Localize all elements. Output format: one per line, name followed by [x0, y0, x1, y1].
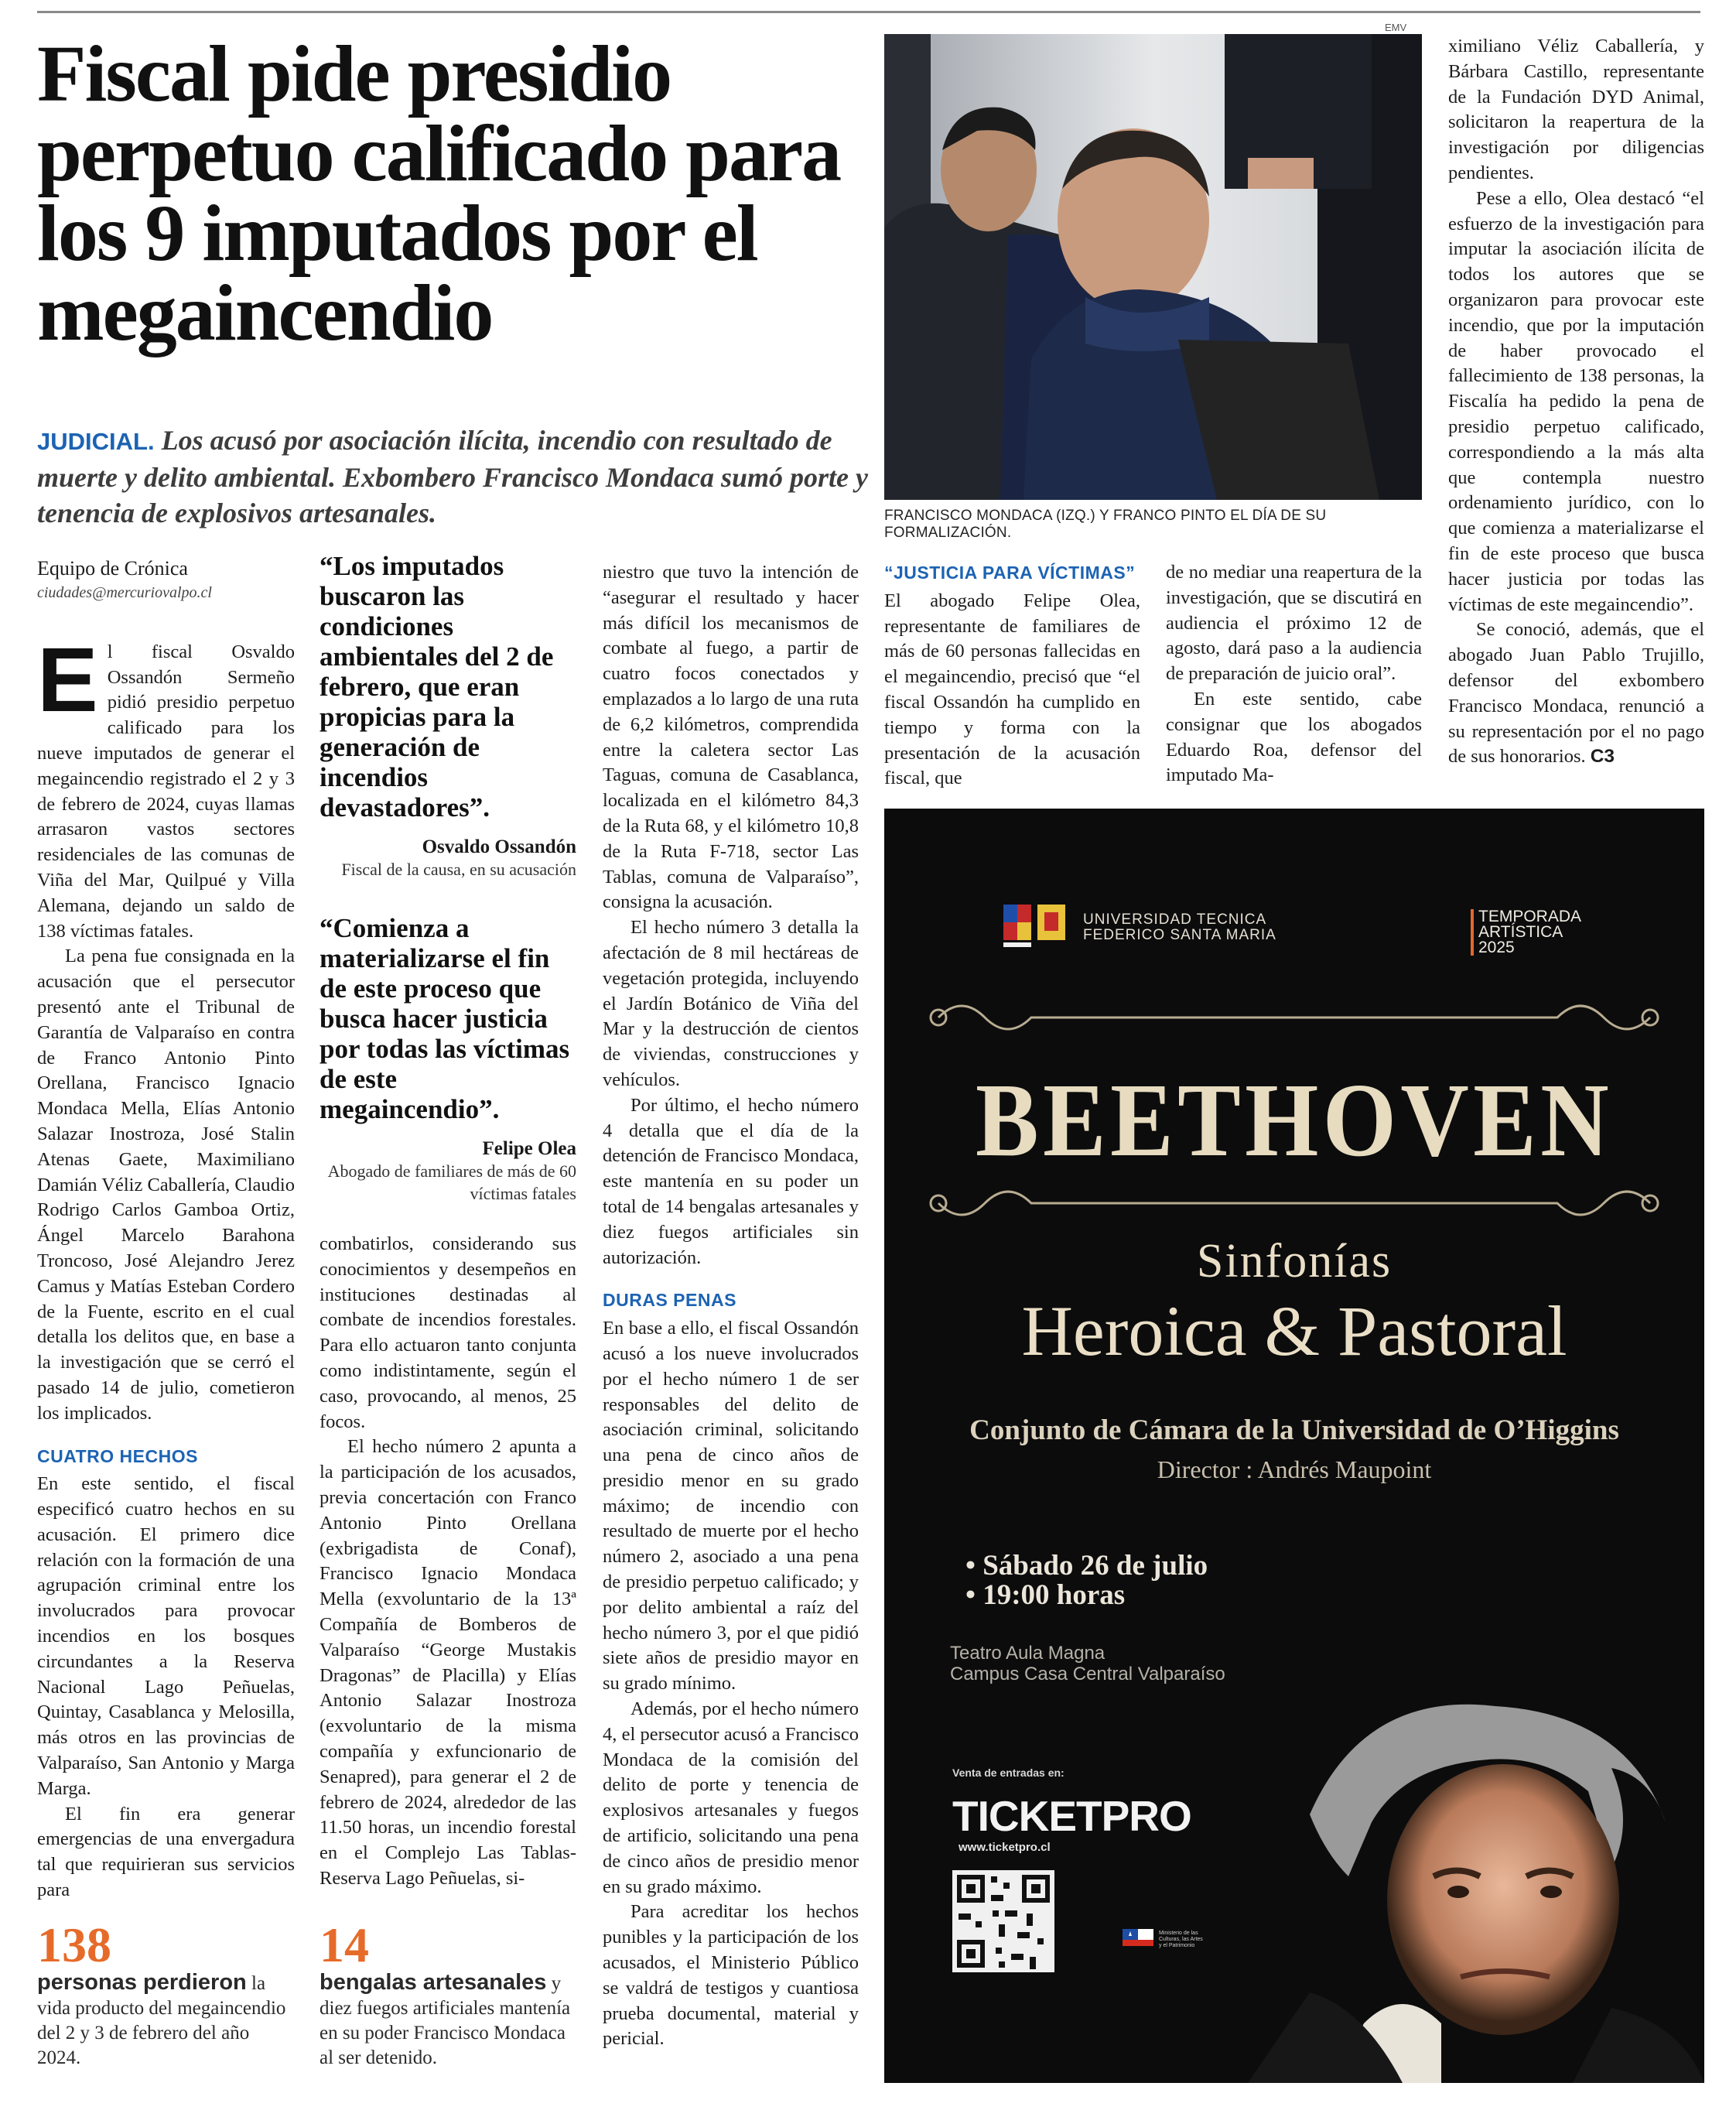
fact-box-2: [320, 1917, 575, 2071]
subhead-cuatro-hechos: CUATRO HECHOS: [37, 1445, 198, 1466]
subhead-duras-penas: DURAS PENAS: [603, 1290, 736, 1311]
government-logo: [1123, 1929, 1153, 1960]
temporada-badge: TEMPORADA ARTÍSTICA 2025: [1471, 909, 1581, 956]
concert-venue: Teatro Aula Magna Campus Casa Central Valparaíso: [950, 1643, 1225, 1684]
section-tag: JUDICIAL.: [37, 428, 155, 455]
university-name: UNIVERSIDAD TECNICA FEDERICO SANTA MARIA: [1083, 911, 1276, 943]
deck: [37, 422, 880, 531]
paragraph: En este sentido, el fiscal especificó cuatro hechos en su acusación. El primero dice relación con la formación de una agrupación criminal entre los involucrados para provocar incendios en los bosques circundantes a la Reserva Nacional Lago Peñuelas, Quintay, Casablanca y Melosilla, más otros en las provincias de Valparaíso, San Antonio y Marga Marga.: [37, 1473, 295, 1799]
composer-title: BEETHOVEN: [975, 1062, 1614, 1178]
end-mark: C3: [1590, 746, 1615, 768]
ticketpro-url[interactable]: www.ticketpro.cl: [959, 1841, 1051, 1854]
paragraph: niestro que tuvo la intención de “asegurar el resultado y hacer más difícil los mecanismos de combate al fuego, a partir de cuatro focos conectados y emplazados a lo largo de una ruta de 6,2 kilómetros, comprendida entre la caletera sector Las Taguas, comuna de Casablanca, localizada en el kilómetro 84,3 de la Ruta 68, y el kilómetro 10,8 de la Ruta F-718, sector Las Tablas, comuna de Valparaíso”, consigna la acusación.: [603, 562, 859, 913]
director-name: Director : Andrés Maupoint: [1157, 1455, 1432, 1483]
paragraph: En base a ello, el fiscal Ossandón acusó a los nueve involucrados por el hecho número 1 de ser responsables del delito de asociación criminal, solicitando una pena de cinco años de presidio menor en su grado máximo; de incendio con resultado de muerte por el hecho número 2, asociado a una pena de presidio perpetuo calificado; y por delito ambiental a raíz del hecho número 3, por el que pidió siete años de presidio mayor en su grado mínimo.: [603, 1318, 859, 1695]
quote-author: Felipe Olea: [482, 1138, 576, 1159]
quote-author: Osvaldo Ossandón: [422, 836, 576, 857]
byline-email[interactable]: ciudades@mercuriovalpo.cl: [37, 584, 212, 601]
paragraph: El fiscal Osvaldo Ossandón Sermeño pidió presidio perpetuo calificado para los nueve imputados de generar el megaincendio registrado el 2 y 3 de febrero de 2024, cuyas llamas arrasaron vastos sectores residenciales de las comunas de Viña del Mar, Quilpué y Villa Alemana, dejando un saldo de 138 víctimas fatales.: [37, 628, 295, 942]
government-text: Ministerio de las Culturas, las Artes y el Patrimonio: [1159, 1931, 1203, 1948]
paragraph: Además, por el hecho número 4, el persecutor acusó a Francisco Mondaca de la comisión del delito de porte y tenencia de explosivos artesanales y fuegos de artificio, solicitando una pena de cinco años de presidio menor en su grado máximo.: [603, 1698, 859, 1897]
paragraph: Por último, el hecho número 4 detalla que el día de la detención de Francisco Mondaca, este mantenía en su poder un total de 14 bengalas artesanales y diez fuegos artificiales sin autorización.: [603, 1094, 859, 1268]
drop-cap: E: [37, 628, 98, 731]
concert-works: Heroica & Pastoral: [1021, 1291, 1567, 1370]
paragraph: El abogado Felipe Olea, representante de familiares de más de 60 personas fallecidas en el megaincendio, precisó que “el fiscal Ossandón ha cumplido en tiempo y forma con la presentación de la acusación fiscal, que: [884, 590, 1140, 789]
paragraph: La pena fue consignada en la acusación que el persecutor presentó ante el Tribunal de Garantía de Valparaíso en contra de Franco Antonio Pinto Orellana, Francisco Ignacio Mondaca Mella, Elías Antonio Salazar Inostroza, José Stalin Atenas Gaete, Maximiliano Damián Véliz Caballería, Claudio Rodrigo Carlos Gamboa Ortiz, Ángel Marcelo Barahona Troncoso, José Alejandro Jerez Camus y Matías Esteban Cordero de la Fuente, escrito en el cual detalla los delitos que, en base a la investigación que se cerró el pasado 14 de julio, cometieron los implicados.: [37, 946, 295, 1424]
concert-subtitle: Sinfonías: [1196, 1235, 1393, 1288]
paragraph: El fin era generar emergencias de una envergadura tal que requirieran sus servicios para: [37, 1803, 295, 1901]
pull-quote-1: [320, 551, 576, 881]
paragraph: El hecho número 2 apunta a la participación de los acusados, previa concertación con Franco Antonio Pinto Orellana (exbrigadista de Conaf), Francisco Ignacio Mondaca Mella (exvoluntario de la 13ª Compañía de Bomberos de Valparaíso “George Mustakis Dragonas” de Placilla) y Elías Antonio Salazar Inostroza (exvoluntario de la misma compañía y exfuncionario de Senapred), para generar el 2 de febrero de 2024, alrededor de las 11.50 horas, un incendio forestal en el Complejo Las Tablas-Reserva Lago Peñuelas, si-: [320, 1436, 576, 1889]
paragraph: de no mediar una reapertura de la investigación, que se discutirá en audiencia el próximo 12 de agosto, dará paso a la audiencia de preparación de juicio oral”.: [1166, 562, 1422, 685]
subhead-justicia: “JUSTICIA PARA VÍCTIMAS”: [884, 563, 1136, 583]
column-5: [1166, 560, 1422, 788]
concert-date: • Sábado 26 de julio • 19:00 horas: [965, 1550, 1208, 1611]
pull-quote-2: [320, 913, 576, 1205]
quote-role: Fiscal de la causa, en su acusación: [341, 860, 576, 879]
paragraph: ximiliano Véliz Caballería, y Bárbara Castillo, representante de la Fundación DYD Animal, solicitaron la reapertura de la investigación por diligencias pendientes.: [1448, 36, 1704, 183]
tickets-label: Venta de entradas en:: [952, 1766, 1064, 1779]
paragraph: En este sentido, cabe consignar que los abogados Eduardo Roa, defensor del imputado Ma-: [1166, 688, 1422, 786]
column-1: [37, 557, 295, 1903]
deck-text: Los acusó por asociación ilícita, incendio con resultado de muerte y delito ambiental. Exbombero Francisco Mondaca sumó porte y tenencia de explosivos artesanales.: [37, 425, 868, 528]
quote-text: “Comienza a materializarse el fin de este proceso que busca hacer justicia por todas las víctimas de este megaincendio”.: [320, 913, 570, 1124]
column-2: [320, 1232, 576, 1892]
paragraph: combatirlos, considerando sus conocimientos y desempeños en instituciones destinadas al combate de incendios forestales. Para ello actuaron tanto conjunta como indistintamente, según el caso, provocando, al menos, 25 focos.: [320, 1233, 576, 1432]
ornament-top: [915, 994, 1673, 1041]
ensemble-name: Conjunto de Cámara de la Universidad de O’Higgins: [969, 1414, 1619, 1446]
fact-text: bengalas artesanales y diez fuegos artificiales mantenía en su poder Francisco Mondaca al ser detenido.: [320, 1970, 571, 2068]
headline: Fiscal pide presidio perpetuo calificado para los 9 imputados por el megaincendio: [37, 29, 841, 357]
fact-number: 138: [37, 1917, 111, 1972]
quote-role: Abogado de familiares de más de 60 víctimas fatales: [327, 1161, 576, 1203]
quote-text: “Los imputados buscaron las condiciones ambientales del 2 de febrero, que eran propicias para la generación de incendios devastadores”.: [320, 551, 554, 823]
paragraph: Pese a ello, Olea destacó “el esfuerzo de la investigación para imputar la asociación ilícita de todos los autores que se organizaron para provocar este incendio, que por la imputación de haber provocado el fallecimiento de 138 personas, la Fiscalía ha pedido la pena de presidio perpetuo calificado, correspondiendo a la más alta que contempla nuestro ordenamiento jurídico, con lo que comienza a materializarse el fin de este proceso que busca hacer justicia por todas las víctimas de este megaincendio”.: [1448, 187, 1704, 615]
byline: Equipo de Crónica: [37, 557, 188, 580]
photo-caption: FRANCISCO MONDACA (IZQ.) Y FRANCO PINTO EL DÍA DE SU FORMALIZACIÓN.: [884, 508, 1327, 541]
fact-number: 14: [320, 1917, 369, 1972]
column-6: [1448, 34, 1704, 770]
ornament-bottom: [915, 1180, 1673, 1226]
fact-box-1: [37, 1917, 292, 2071]
qr-code[interactable]: [952, 1870, 1054, 1972]
paragraph: El hecho número 3 detalla la afectación de 8 mil hectáreas de vegetación protegida, incluyendo el Jardín Botánico de Viña del Mar y la destrucción de cientos de viviendas, construcciones y vehículos.: [603, 917, 859, 1090]
fact-text: personas perdieron la vida producto del megaincendio del 2 y 3 de febrero del año 2024.: [37, 1970, 286, 2068]
news-photo: [884, 34, 1422, 500]
paragraph: Se conoció, además, que el abogado Juan Pablo Trujillo, defensor del exbombero Francisco Mondaca, renunció a su representación por el no pago de sus honorarios. C3: [1448, 619, 1704, 768]
column-3: [603, 560, 859, 2052]
top-rule: [37, 11, 1700, 13]
beethoven-portrait: [1248, 1621, 1704, 2083]
photo-credit: EMV: [1385, 22, 1407, 33]
ticketpro-logo[interactable]: TICKETPRO: [952, 1792, 1191, 1840]
column-4: [884, 560, 1140, 792]
university-logo: [1002, 903, 1068, 949]
paragraph: Para acreditar los hechos punibles y la participación de los acusados, el Ministerio Público se valdrá de testigos y cuantiosa prueba documental, material y pericial.: [603, 1901, 859, 2050]
concert-advertisement[interactable]: [884, 809, 1704, 2083]
